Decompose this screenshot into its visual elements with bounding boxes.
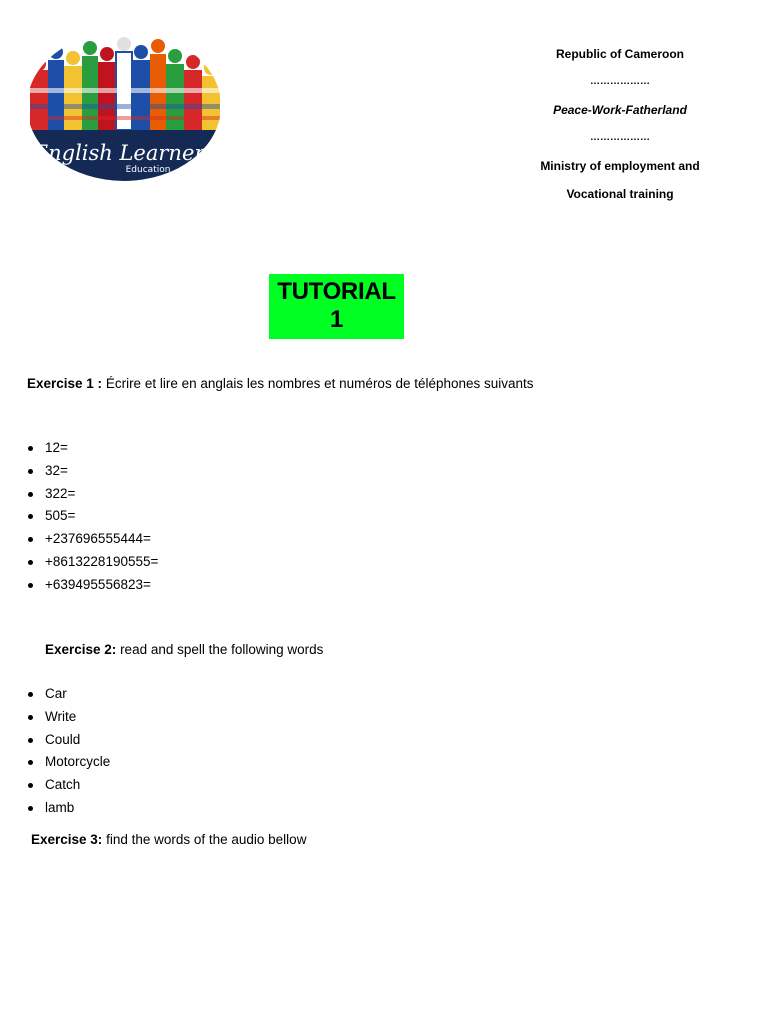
national-motto: Peace-Work-Fatherland <box>553 103 687 117</box>
exercise2-label: Exercise 2: <box>45 642 117 657</box>
list-item: 505= <box>26 505 158 528</box>
exercise3-heading <box>31 832 306 847</box>
list-item: Catch <box>26 774 110 797</box>
list-item: Car <box>26 683 110 706</box>
exercise1-list <box>26 437 158 597</box>
list-item: 12= <box>26 437 158 460</box>
header <box>520 40 720 208</box>
logo-graphic <box>26 30 222 182</box>
exercise1-label: Exercise 1 : <box>27 376 103 391</box>
ministry-line2: Vocational training <box>566 187 674 201</box>
list-item: +237696555444= <box>26 528 158 551</box>
exercise1-instruction: Écrire et lire en anglais les nombres et numéros de téléphones suivants <box>102 376 534 391</box>
list-item: 32= <box>26 460 158 483</box>
list-item: lamb <box>26 797 110 820</box>
exercise2-heading <box>45 642 323 657</box>
header-separator: ……………… <box>590 76 650 87</box>
logo-title-text: English Learners <box>32 141 216 165</box>
exercise1-heading <box>27 376 534 391</box>
exercise3-instruction: find the words of the audio bellow <box>102 832 307 847</box>
list-item: 322= <box>26 483 158 506</box>
page-title: TUTORIAL 1 <box>269 274 404 339</box>
ministry-line1: Ministry of employment and <box>540 159 700 173</box>
country-name: Republic of Cameroon <box>555 47 684 61</box>
header-separator: ……………… <box>590 132 650 143</box>
exercise3-label: Exercise 3: <box>31 832 103 847</box>
list-item: Write <box>26 706 110 729</box>
list-item: +639495556823= <box>26 574 158 597</box>
list-item: Motorcycle <box>26 751 110 774</box>
logo-subtitle-text: Education <box>125 165 171 175</box>
title-wrap <box>269 274 404 339</box>
logo <box>26 30 222 182</box>
exercise2-list <box>26 683 110 820</box>
list-item: +8613228190555= <box>26 551 158 574</box>
exercise2-instruction: read and spell the following words <box>116 642 324 657</box>
list-item: Could <box>26 729 110 752</box>
